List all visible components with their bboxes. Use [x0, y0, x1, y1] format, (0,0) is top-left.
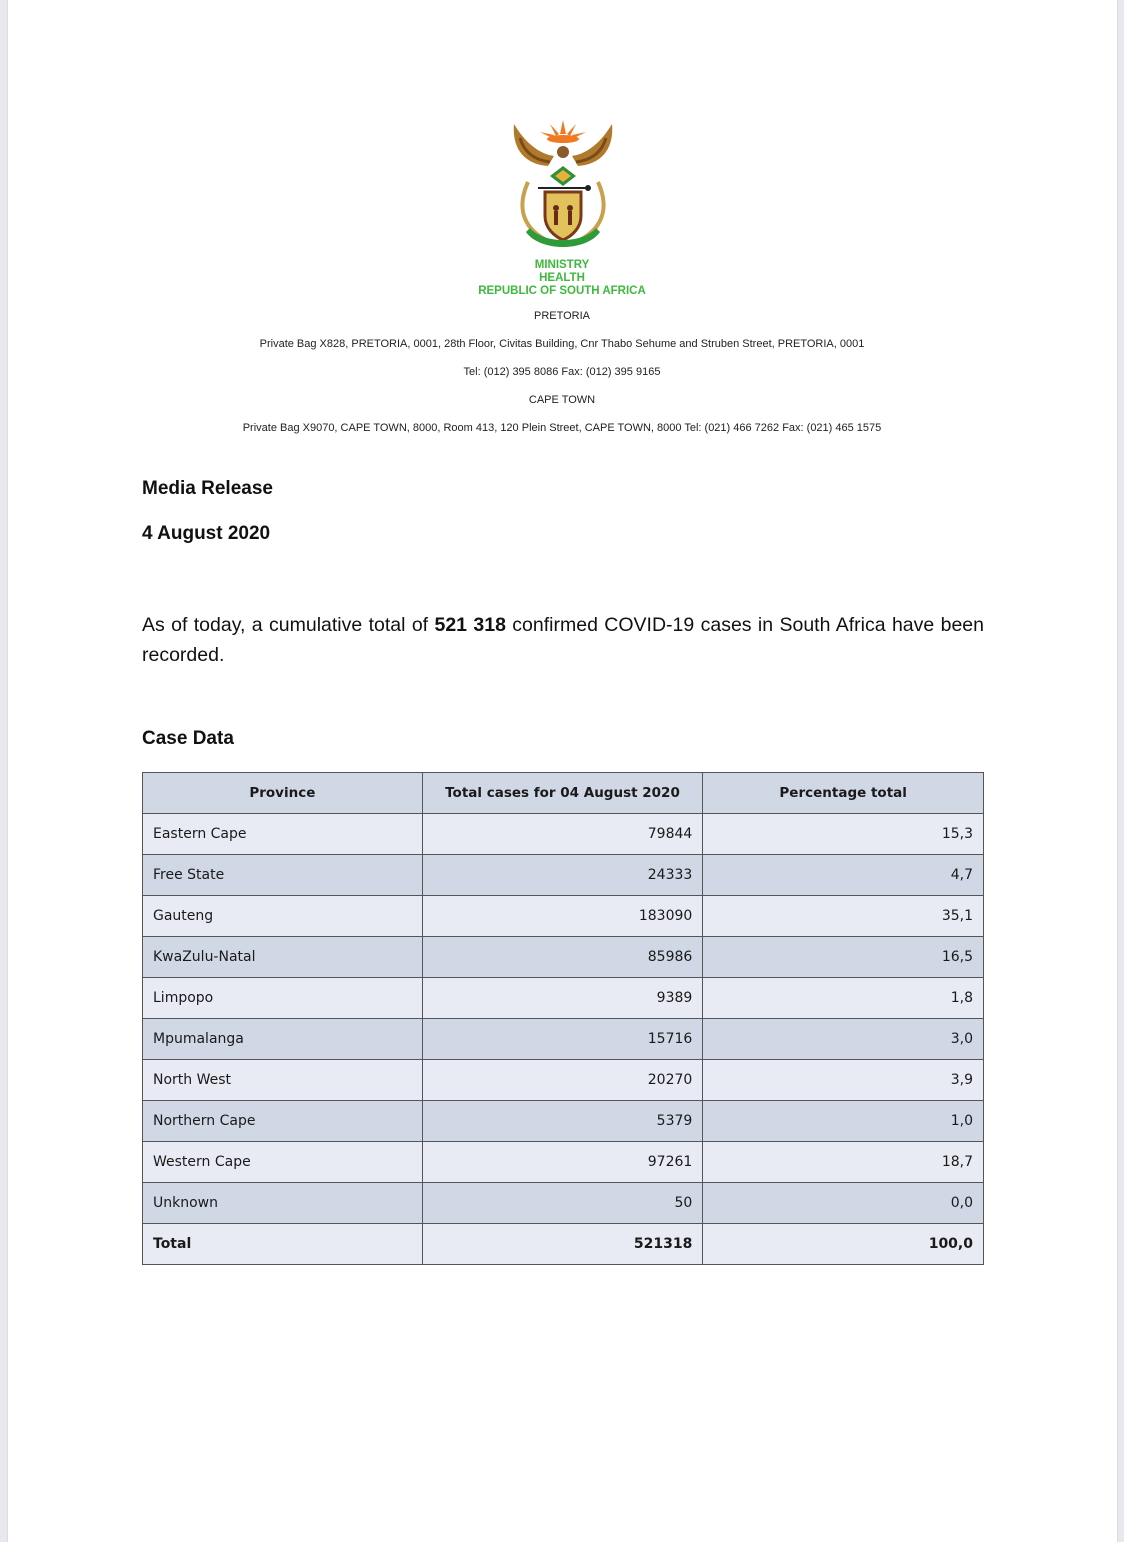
cases-cell: 183090 — [422, 896, 703, 937]
ministry-name — [0, 259, 1124, 298]
percentage-cell: 4,7 — [703, 855, 984, 896]
province-cell: Free State — [143, 855, 423, 896]
total-cases-cell: 521318 — [422, 1224, 703, 1265]
cases-cell: 79844 — [422, 814, 703, 855]
table-row — [143, 814, 984, 855]
pretoria-contact: Tel: (012) 395 8086 Fax: (012) 395 9165 — [463, 366, 661, 378]
page-edge-left — [0, 0, 8, 1542]
percentage-cell: 1,8 — [703, 978, 984, 1019]
department-line: HEALTH — [539, 272, 585, 284]
table-row — [143, 896, 984, 937]
province-cell: Western Cape — [143, 1142, 423, 1183]
cases-cell: 9389 — [422, 978, 703, 1019]
cases-cell: 97261 — [422, 1142, 703, 1183]
release-type: Media Release — [142, 478, 273, 499]
summary-paragraph — [142, 610, 984, 670]
percentage-cell: 16,5 — [703, 937, 984, 978]
table-row — [143, 855, 984, 896]
coat-of-arms-icon — [510, 116, 616, 254]
column-header-total-cases: Total cases for 04 August 2020 — [422, 773, 703, 814]
province-cell: Gauteng — [143, 896, 423, 937]
percentage-cell: 1,0 — [703, 1101, 984, 1142]
cases-cell: 50 — [422, 1183, 703, 1224]
percentage-cell: 18,7 — [703, 1142, 984, 1183]
table-row — [143, 978, 984, 1019]
total-label-cell: Total — [143, 1224, 423, 1265]
table-row — [143, 1142, 984, 1183]
total-percentage-cell: 100,0 — [703, 1224, 984, 1265]
province-cell: Eastern Cape — [143, 814, 423, 855]
column-header-province: Province — [143, 773, 423, 814]
cases-cell: 20270 — [422, 1060, 703, 1101]
ministry-line: MINISTRY — [534, 259, 590, 271]
province-cell: Mpumalanga — [143, 1019, 423, 1060]
cases-cell: 24333 — [422, 855, 703, 896]
table-row — [143, 1060, 984, 1101]
percentage-cell: 15,3 — [703, 814, 984, 855]
cases-cell: 5379 — [422, 1101, 703, 1142]
percentage-cell: 3,9 — [703, 1060, 984, 1101]
province-cell: North West — [143, 1060, 423, 1101]
table-row — [143, 1183, 984, 1224]
province-cell: Northern Cape — [143, 1101, 423, 1142]
percentage-cell: 3,0 — [703, 1019, 984, 1060]
cases-cell: 15716 — [422, 1019, 703, 1060]
case-data-table — [142, 772, 984, 1265]
release-date: 4 August 2020 — [142, 523, 271, 544]
table-row — [143, 1019, 984, 1060]
capetown-label: CAPE TOWN — [528, 394, 596, 406]
province-cell: Limpopo — [143, 978, 423, 1019]
capetown-address: Private Bag X9070, CAPE TOWN, 8000, Room 413, 120 Plein Street, CAPE TOWN, 8000 Tel: (021) 466 7262 Fax: (021) 465 1575 — [242, 422, 882, 434]
summary-prefix: As of today, a cumulative total of — [142, 614, 435, 636]
case-data-heading: Case Data — [142, 728, 234, 749]
percentage-cell: 35,1 — [703, 896, 984, 937]
province-cell: Unknown — [143, 1183, 423, 1224]
page-edge-right — [1117, 0, 1124, 1542]
country-line: REPUBLIC OF SOUTH AFRICA — [478, 285, 646, 297]
percentage-cell: 0,0 — [703, 1183, 984, 1224]
pretoria-label: PRETORIA — [533, 310, 591, 322]
table-row — [143, 937, 984, 978]
summary-suffix: confirmed COVID-19 cases in South Africa have been recorded. — [142, 614, 984, 666]
pretoria-address: Private Bag X828, PRETORIA, 0001, 28th Floor, Civitas Building, Cnr Thabo Sehume and Struben Street, PRETORIA, 0001 — [259, 338, 865, 350]
table-row — [143, 1101, 984, 1142]
table-total-row — [143, 1224, 984, 1265]
column-header-percentage: Percentage total — [703, 773, 984, 814]
total-cases-highlight: 521 318 — [434, 614, 506, 636]
province-cell: KwaZulu-Natal — [143, 937, 423, 978]
cases-cell: 85986 — [422, 937, 703, 978]
table-header-row — [143, 773, 984, 814]
